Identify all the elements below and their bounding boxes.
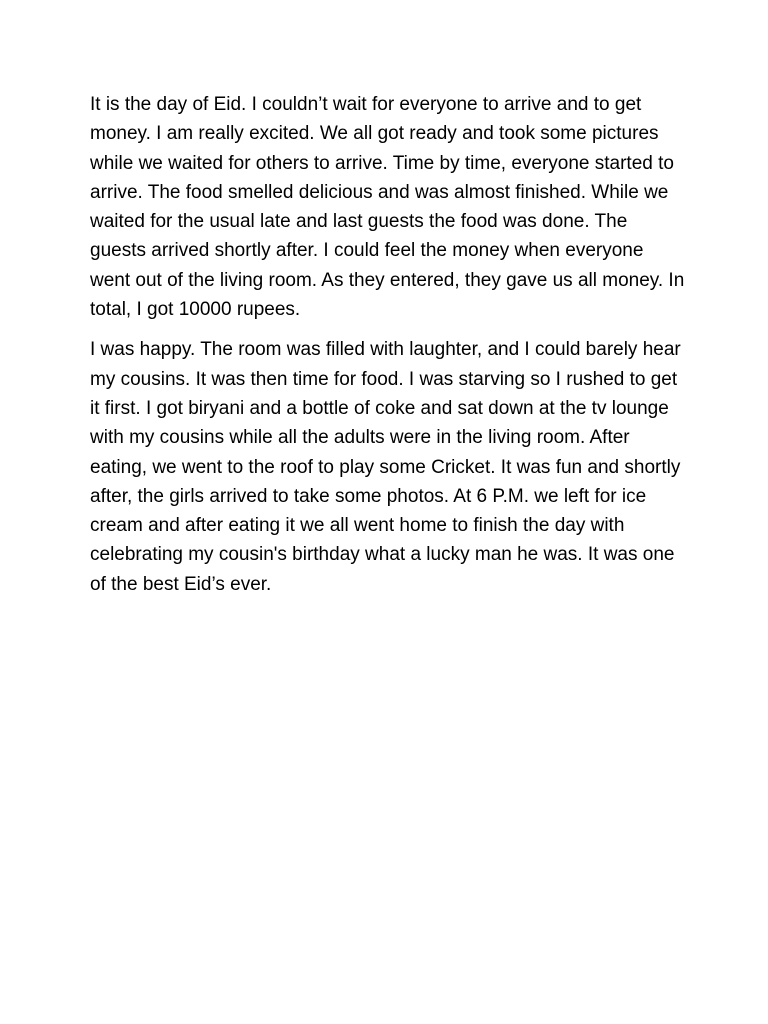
document-body: [90, 90, 685, 610]
paragraph-1: It is the day of Eid. I couldn’t wait for everyone to arrive and to get money. I am really excited. We all got ready and took some pictures while we waited for others to arrive. Time by time, everyone started to arrive. The food smelled delicious and was almost finished. While we waited for the usual late and last guests the food was done. The guests arrived shortly after. I could feel the money when everyone went out of the living room. As they entered, they gave us all money. In total, I got 10000 rupees.: [90, 94, 685, 321]
paragraph-2: I was happy. The room was filled with laughter, and I could barely hear my cousins. It was then time for food. I was starving so I rushed to get it first. I got biryani and a bottle of coke and sat down at the tv lounge with my cousins while all the adults were in the living room. After eating, we went to the roof to play some Cricket. It was fun and shortly after, the girls arrived to take some photos. At 6 P.M. we left for ice cream and after eating it we all went home to finish the day with celebrating my cousin's birthday what a lucky man he was. It was one of the best Eid’s ever.: [90, 339, 681, 595]
